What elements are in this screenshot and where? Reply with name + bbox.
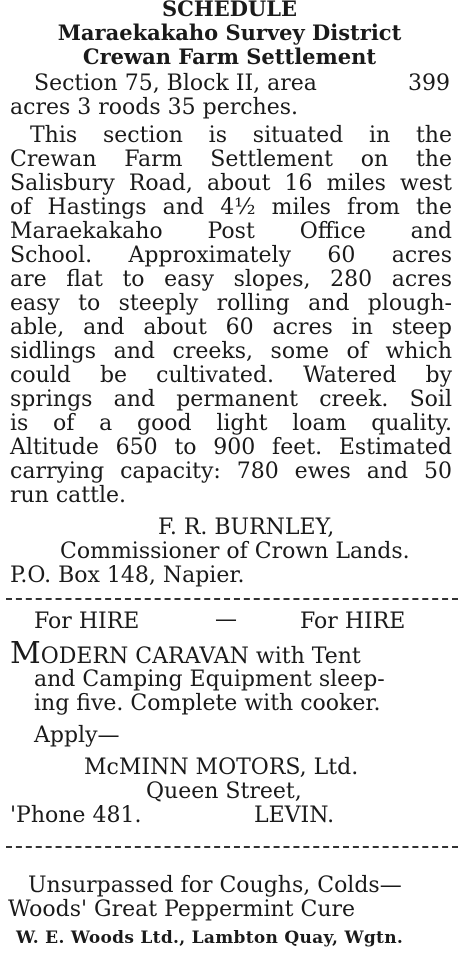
schedule-line xyxy=(30,124,452,148)
hire-header-left: For HIRE xyxy=(34,609,140,634)
schedule-line xyxy=(10,96,452,120)
woods-line-2: Woods' Great Peppermint Cure xyxy=(8,897,356,922)
schedule-line xyxy=(10,364,452,388)
schedule-line-text: are flat to easy slopes, 280 acres xyxy=(10,267,452,292)
schedule-line-text: Maraekakaho Post Office and xyxy=(10,219,452,244)
schedule-line xyxy=(10,220,452,244)
signatory-name: F. R. BURNLEY, xyxy=(158,515,335,540)
hire-line-2: and Camping Equipment sleep- xyxy=(34,667,385,692)
schedule-line-text: sidlings and creeks, some of which xyxy=(10,339,452,364)
hire-dropcap: M xyxy=(10,636,41,671)
hire-apply: Apply— xyxy=(34,723,120,748)
schedule-line xyxy=(10,484,126,508)
hire-firm: McMINN MOTORS, Ltd. xyxy=(84,755,359,780)
schedule-line xyxy=(10,196,452,220)
schedule-line xyxy=(10,172,452,196)
divider xyxy=(6,846,458,848)
schedule-line-text: This section is situated in the xyxy=(30,123,452,148)
hire-line-1 xyxy=(10,636,456,671)
woods-line-3: W. E. Woods Ltd., Lambton Quay, Wgtn. xyxy=(16,928,404,948)
schedule-line xyxy=(10,412,452,436)
schedule-line xyxy=(10,244,452,268)
schedule-line xyxy=(10,436,452,460)
schedule-line-text: springs and permanent creek. Soil xyxy=(10,387,452,412)
schedule-line-text: easy to steeply rolling and plough- xyxy=(10,291,452,316)
hire-street: Queen Street, xyxy=(146,779,302,804)
schedule-heading: SCHEDULE xyxy=(161,0,298,21)
hire-town: LEVIN. xyxy=(254,803,335,828)
schedule-line xyxy=(10,340,452,364)
schedule-line-text: 399 xyxy=(408,71,450,96)
signatory-address: P.O. Box 148, Napier. xyxy=(10,563,245,588)
schedule-line xyxy=(10,388,452,412)
schedule-line-text: Salisbury Road, about 16 miles west xyxy=(10,171,452,196)
district-heading: Maraekakaho Survey District xyxy=(57,20,402,45)
schedule-line-text: carrying capacity: 780 ewes and 50 xyxy=(10,459,452,484)
schedule-line-text: Crewan Farm Settlement on the xyxy=(10,147,452,172)
schedule-line-text: is of a good light loam quality. xyxy=(10,411,452,436)
hire-line-1-text: ODERN CARAVAN with Tent xyxy=(40,644,361,669)
schedule-line xyxy=(10,148,452,172)
schedule-line-text: Section 75, Block II, area xyxy=(34,71,317,96)
hire-header-dash: — xyxy=(215,607,237,632)
schedule-line xyxy=(10,292,452,316)
schedule-line-text: School. Approximately 60 acres xyxy=(10,243,452,268)
schedule-line xyxy=(34,72,450,96)
schedule-line xyxy=(10,460,452,484)
schedule-line-text: able, and about 60 acres in steep xyxy=(10,315,452,340)
schedule-line xyxy=(10,268,452,292)
schedule-line-text: acres 3 roods 35 perches. xyxy=(10,95,299,120)
hire-header-right: For HIRE xyxy=(300,609,406,634)
schedule-line xyxy=(10,316,452,340)
divider xyxy=(6,598,458,600)
schedule-line-text: of Hastings and 4½ miles from the xyxy=(10,195,452,220)
schedule-line-text: run cattle. xyxy=(10,483,127,508)
schedule-line-text: Altitude 650 to 900 feet. Estimated xyxy=(10,435,452,460)
hire-line-3: ing five. Complete with cooker. xyxy=(34,691,381,716)
settlement-heading: Crewan Farm Settlement xyxy=(82,44,377,69)
woods-line-1: Unsurpassed for Coughs, Colds— xyxy=(28,873,402,898)
signatory-title: Commissioner of Crown Lands. xyxy=(60,539,410,564)
hire-phone: 'Phone 481. xyxy=(10,803,142,828)
schedule-line-text: could be cultivated. Watered by xyxy=(10,363,452,388)
